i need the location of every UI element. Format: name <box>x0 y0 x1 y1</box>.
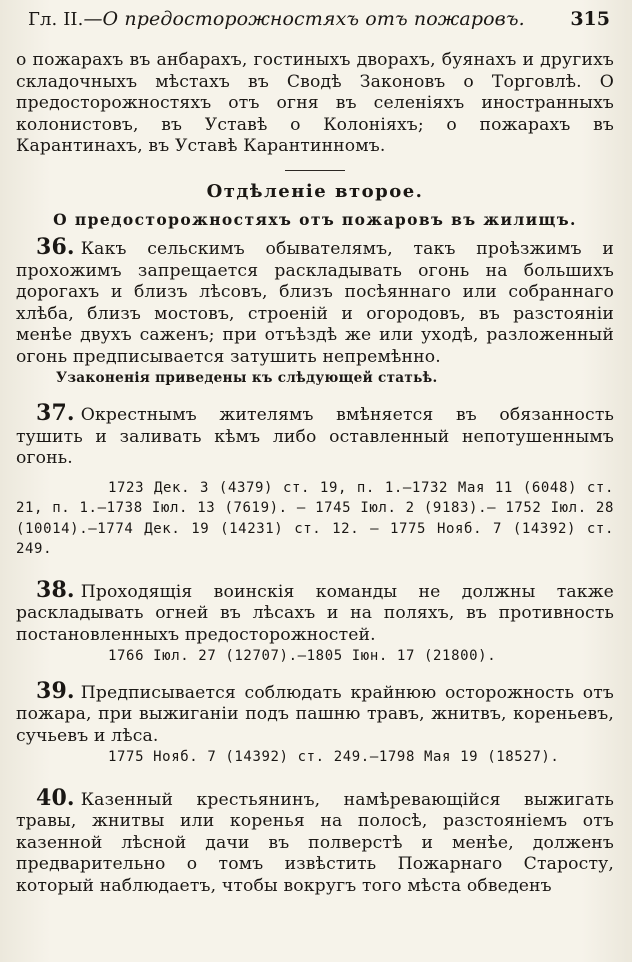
article-text: Предписывается соблюдать крайнюю осторожность отъ пожара, при выжиганіи подъ пашню травъ, жнитвъ, кореньевъ, сучьевъ и лѣса. <box>16 682 614 746</box>
article-number: 40. <box>36 784 75 811</box>
article-text: Окрестнымъ жителямъ вмѣняется въ обязанность тушить и заливать кѣмъ либо оставленный непотушеннымъ огонь. <box>16 405 614 468</box>
section-subtitle: О предосторожностяхъ отъ пожаровъ въ жилищъ. <box>53 210 577 229</box>
article-text: Казенный крестьянинъ, намѣревающійся выжигать травы, жнитвы или коренья на полосѣ, разстояніемъ отъ казенной лѣсной дачи въ полверстѣ и менѣе, долженъ предварительно о томъ извѣстить Пожарнаго Старосту, который наблюдаетъ, чтобы вокругъ того мѣста обведенъ <box>16 789 614 896</box>
article-number: 37. <box>36 400 75 426</box>
header-chapter: Гл. II. <box>28 9 84 30</box>
article-references: 1723 Дек. 3 (4379) ст. 19, п. 1.—1732 Мая 11 (6048) ст. 21, п. 1.—1738 Іюл. 13 (7619). — 1745 Іюл. 2 (9183).— 1752 Іюл. 28 (10014).—1774 Дек. 19 (14231) ст. 12. — 1775 Нояб. 7 (14392) ст. 249. <box>16 479 614 557</box>
article-number: 38. <box>36 576 75 603</box>
article-39 <box>16 677 614 768</box>
article-number: 39. <box>36 677 75 704</box>
article-text: Какъ сельскимъ обывателямъ, такъ проѣзжимъ и прохожимъ запрещается раскладывать огонь на большихъ дорогахъ и близъ лѣсовъ, близъ посѣяннаго или собраннаго хлѣба, близъ мостовъ, строеній и огородовъ, въ разстояніи менѣе двухъ саженъ; при отъѣздѣ же или уходѣ, разложенный огонь предписывается затушить непремѣнно. <box>16 239 614 367</box>
article-38 <box>16 576 614 667</box>
article-37 <box>16 400 614 560</box>
article-40 <box>16 784 614 898</box>
running-header <box>16 8 614 50</box>
page-number: 315 <box>570 8 610 30</box>
section-divider <box>285 170 345 172</box>
intro-paragraph: о пожарахъ въ анбарахъ, гостиныхъ дворахъ, буянахъ и другихъ складочныхъ мѣстахъ въ Сводѣ Законовъ о Торговлѣ. О предосторожностяхъ отъ огня въ селеніяхъ иностранныхъ колонистовъ, въ Уставѣ о Колоніяхъ; о пожарахъ въ Карантинахъ, въ Уставѣ Карантинномъ. <box>16 50 614 156</box>
section-title: Отдѣленіе второе. <box>206 181 424 202</box>
article-number: 36. <box>36 234 75 260</box>
article-references: 1766 Іюл. 27 (12707).—1805 Іюн. 17 (21800). <box>108 648 497 664</box>
header-title <box>28 8 525 30</box>
article-36 <box>16 234 614 389</box>
header-title-text: —О предосторожностяхъ отъ пожаровъ. <box>83 8 525 30</box>
article-note: Узаконенія приведены къ слѣдующей статьѣ. <box>56 370 438 386</box>
article-references: 1775 Нояб. 7 (14392) ст. 249.—1798 Мая 19 (18527). <box>108 749 560 765</box>
article-text: Проходящія воинскія команды не должны также раскладывать огней въ лѣсахъ и на поляхъ, въ противность постановленныхъ предосторожностей. <box>16 581 614 645</box>
